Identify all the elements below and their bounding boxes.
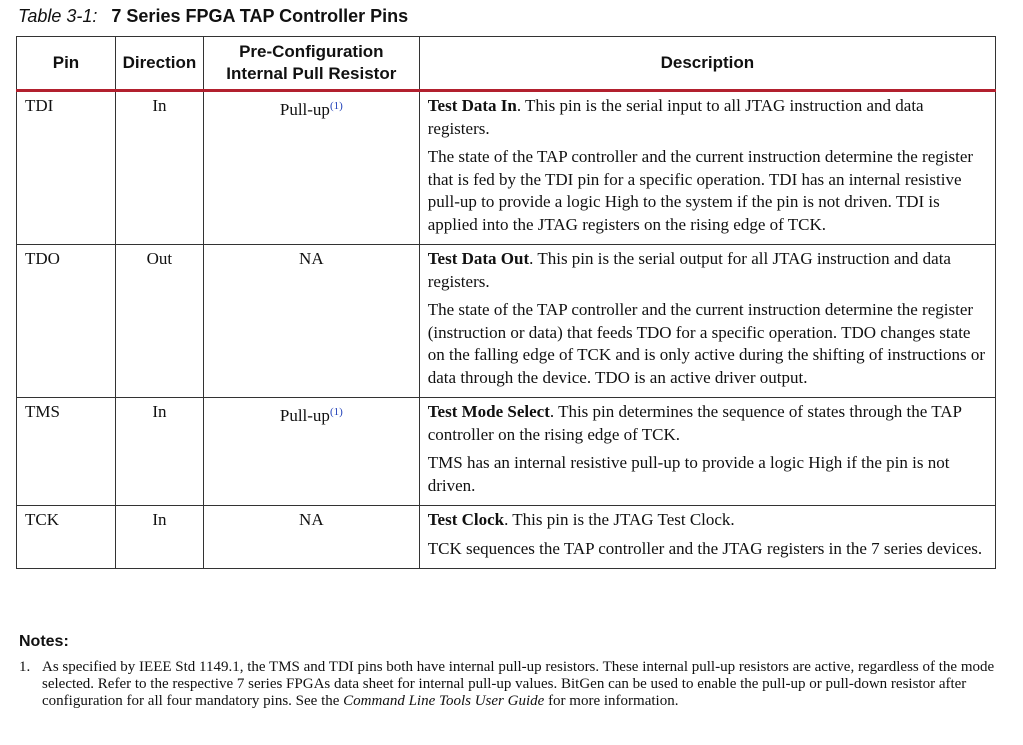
direction-cell: In — [115, 91, 203, 245]
pull-cell — [203, 245, 419, 398]
description-text: . This pin is the serial output for all JTAG instruction and data registers. — [427, 249, 951, 291]
signal-name: Test Clock — [427, 510, 505, 529]
description-detail: TMS has an internal resistive pull-up to provide a logic High if the pin is not driven. — [427, 453, 950, 495]
description-text: . This pin is the serial input to all JTAG instruction and data registers. — [427, 96, 924, 138]
table-row — [17, 91, 996, 245]
header-pull-line1: Pre-Configuration — [239, 42, 384, 61]
description-detail: The state of the TAP controller and the current instruction determine the register (instruction or data) that feeds TDO for a specific operation. TDO changes state on the falling edge of TCK and is only active during the shifting of instructions or data through the device. TDO is an active driver output. — [427, 300, 986, 387]
footnote-ref-link[interactable]: (1) — [329, 100, 343, 112]
table-number: Table 3-1: — [18, 6, 98, 26]
description-detail: TCK sequences the TAP controller and the JTAG registers in the 7 series devices. — [427, 538, 983, 558]
pull-value: NA — [299, 510, 324, 529]
table-row — [17, 506, 996, 569]
description-text: . This pin determines the sequence of states through the TAP controller on the rising edge of TCK. — [427, 402, 962, 444]
footnote-end: for more information. — [544, 693, 679, 709]
tap-controller-table — [16, 36, 996, 569]
pull-value: Pull-up — [279, 406, 330, 425]
guide-link[interactable]: Command Line Tools User Guide — [343, 693, 545, 709]
table-caption — [18, 6, 408, 27]
description-text: . This pin is the JTAG Test Clock. — [504, 510, 735, 529]
description-cell — [419, 245, 995, 398]
pull-value: Pull-up — [279, 100, 330, 119]
header-description: Description — [419, 37, 995, 91]
table-row — [17, 398, 996, 506]
signal-name: Test Data In — [427, 96, 517, 115]
description-paragraph — [428, 509, 987, 532]
signal-name: Test Data Out — [427, 249, 530, 268]
table-row — [17, 245, 996, 398]
description-cell — [419, 506, 995, 569]
footnote — [19, 659, 999, 710]
pin-cell: TCK — [17, 506, 116, 569]
header-direction: Direction — [115, 37, 203, 91]
direction-cell: Out — [115, 245, 203, 398]
table-title: 7 Series FPGA TAP Controller Pins — [111, 6, 409, 26]
notes-heading: Notes: — [19, 633, 69, 650]
direction-cell: In — [115, 398, 203, 506]
description-paragraph — [428, 95, 987, 140]
footnote-ref-link[interactable]: (1) — [329, 406, 343, 418]
header-pull-resistor — [203, 37, 419, 91]
pull-cell — [203, 91, 419, 245]
signal-name: Test Mode Select — [427, 402, 550, 421]
pull-value: NA — [299, 249, 324, 268]
footnote-text — [42, 659, 999, 710]
footnote-body: As specified by IEEE Std 1149.1, the TMS and TDI pins both have internal pull-up resistors. These internal pull-up resistors are active, regardless of the mode selected. Refer to the respective 7 series FPGAs data sheet for internal pull-up values. BitGen can be used to enable the pull-up or pull-down resistor after configuration for all four mandatory pins. See the — [42, 659, 995, 709]
description-paragraph — [428, 248, 987, 293]
table-header-row — [17, 37, 996, 91]
pull-cell — [203, 398, 419, 506]
pin-cell: TMS — [17, 398, 116, 506]
description-detail: The state of the TAP controller and the current instruction determine the register that is fed by the TDI pin for a specific operation. TDI has an internal resistive pull-up to provide a logic High to the system if the pin is not driven. TDI is applied into the JTAG registers on the rising edge of TCK. — [427, 147, 974, 234]
header-pin: Pin — [17, 37, 116, 91]
pin-cell: TDI — [17, 91, 116, 245]
footnote-number: 1. — [19, 659, 31, 675]
pin-cell: TDO — [17, 245, 116, 398]
description-paragraph — [428, 401, 987, 446]
description-cell — [419, 398, 995, 506]
direction-cell: In — [115, 506, 203, 569]
description-cell — [419, 91, 995, 245]
header-pull-line2: Internal Pull Resistor — [226, 64, 397, 83]
pull-cell — [203, 506, 419, 569]
